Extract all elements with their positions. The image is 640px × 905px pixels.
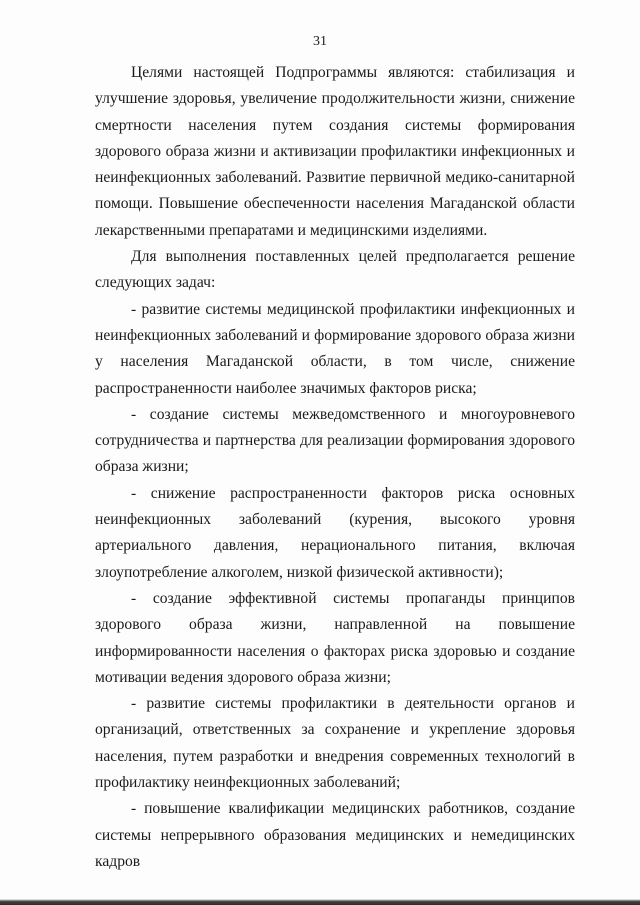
document-body — [95, 60, 575, 875]
list-item-propaganda-system: - создание эффективной системы пропаганды принципов здорового образа жизни, направленной на повышение информированности населения о факторах риска здоровью и создание мотивации ведения здорового образа жизни; — [95, 589, 575, 686]
list-item-qualification: - повышение квалификации медицинских работников, создание системы непрерывного образования медицинских и немедицинских кадров — [95, 800, 575, 870]
list-item-risk-factor-reduction: - снижение распространенности факторов риска основных неинфекционных заболеваний (курения, высокого уровня артериального давления, нерационального питания, включая злоупотребление алкоголем, низкой физической активности); — [95, 484, 575, 581]
list-item-interagency-cooperation: - создание системы межведомственного и многоуровневого сотрудничества и партнерства для реализации формирования здорового образа жизни; — [95, 405, 575, 476]
list-item-prevention-system: - развитие системы медицинской профилактики инфекционных и неинфекционных заболеваний и формирование здорового образа жизни у населения Магаданской области, в том числе, снижение распространенности наиболее значимых факторов риска; — [95, 300, 575, 397]
page-number: 31 — [313, 34, 327, 49]
paragraph-tasks-intro: Для выполнения поставленных целей предполагается решение следующих задач: — [95, 248, 575, 292]
scan-bottom-edge — [0, 899, 640, 905]
list-item-organizational-prevention: - развитие системы профилактики в деятельности органов и организаций, ответственных за сохранение и укрепление здоровья населения, путем разработки и внедрения современных технологий в профилактику неинфекционных заболеваний; — [95, 695, 575, 792]
paragraph-goals: Целями настоящей Подпрограммы являются: стабилизация и улучшение здоровья, увеличение продолжительности жизни, снижение смертности населения путем создания системы формирования здорового образа жизни и активизации профилактики инфекционных и неинфекционных заболеваний. Развитие первичной медико-санитарной помощи. Повышение обеспеченности населения Магаданской области лекарственными препаратами и медицинскими изделиями. — [95, 64, 575, 239]
